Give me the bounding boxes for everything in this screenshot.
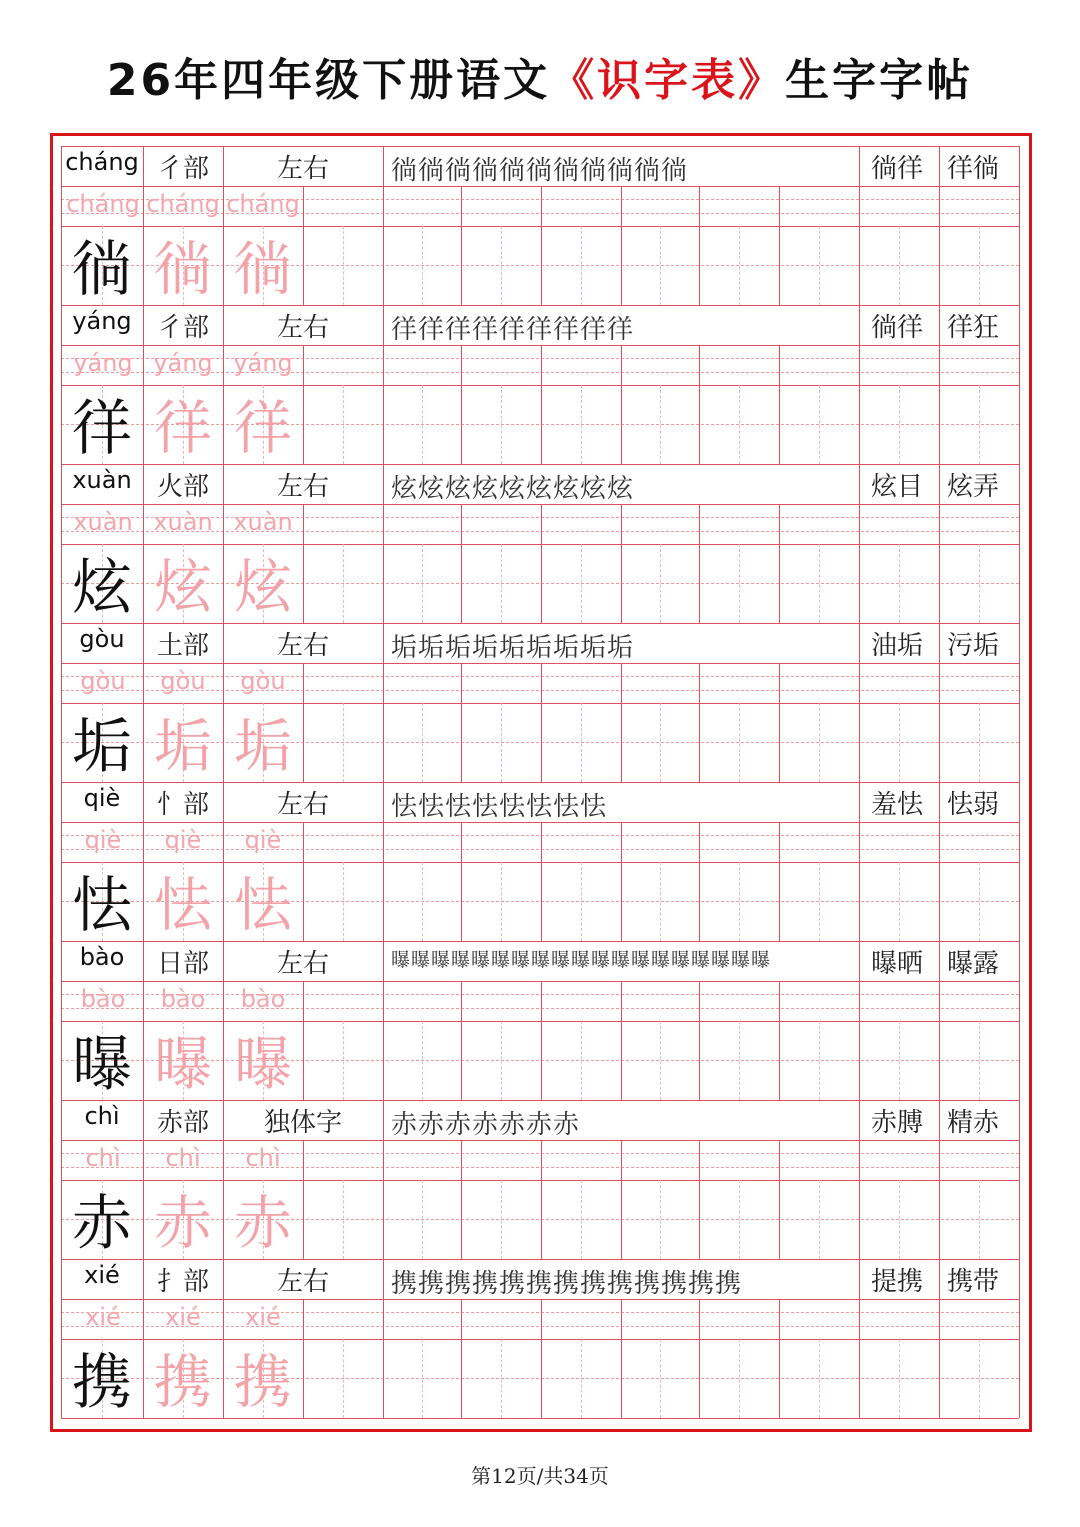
grid-line [541, 981, 542, 1100]
pinyin-trace: xié [245, 1303, 281, 1331]
character-row [61, 1259, 1019, 1418]
grid-line [899, 1339, 900, 1418]
grid-line [383, 1259, 384, 1418]
grid-line [699, 822, 700, 941]
grid-line [581, 862, 582, 941]
pinyin-trace: chì [85, 1144, 121, 1172]
grid-line [422, 385, 423, 464]
example-word: 污垢 [946, 631, 999, 661]
grid-line [899, 1021, 900, 1100]
grid-line [501, 703, 502, 782]
pinyin-label: xié [84, 1261, 120, 1289]
grid-line [779, 822, 780, 941]
character-row [61, 1100, 1019, 1259]
example-word: 徉狂 [946, 313, 999, 343]
grid-line [1019, 146, 1020, 305]
grid-line [61, 305, 1019, 306]
grid-line [1019, 1259, 1020, 1418]
grid-line [581, 1339, 582, 1418]
grid-line [979, 385, 980, 464]
grid-line [1019, 623, 1020, 782]
grid-line [61, 981, 1019, 982]
grid-line [699, 345, 700, 464]
structure-label: 独体字 [263, 1108, 342, 1138]
grid-line [581, 544, 582, 623]
grid-line [383, 305, 384, 464]
pinyin-trace: yáng [73, 349, 133, 377]
grid-line [1019, 782, 1020, 941]
radical-label: 扌部 [156, 1267, 209, 1297]
grid-line [303, 1299, 304, 1418]
example-word: 徜徉 [870, 313, 923, 343]
grid-line [899, 862, 900, 941]
example-word: 油垢 [870, 631, 923, 661]
grid-line [779, 504, 780, 623]
grid-line [303, 663, 304, 782]
model-character: 垢 [72, 712, 132, 782]
pinyin-trace: gòu [80, 667, 126, 695]
pinyin-trace: yáng [233, 349, 293, 377]
trace-character: 炫 [233, 553, 292, 621]
worksheet-grid [61, 146, 1019, 1420]
pinyin-label: chì [84, 1102, 120, 1130]
radical-label: 彳部 [156, 154, 209, 184]
grid-line [581, 385, 582, 464]
grid-line [739, 544, 740, 623]
grid-line [739, 1339, 740, 1418]
structure-label: 左右 [276, 472, 329, 502]
grid-line [1019, 305, 1020, 464]
grid-line [819, 862, 820, 941]
grid-line [660, 226, 661, 305]
grid-line [739, 703, 740, 782]
grid-line [303, 186, 304, 305]
grid-line [383, 623, 384, 782]
example-word: 怯弱 [946, 790, 999, 820]
trace-character: 曝 [233, 1030, 292, 1098]
grid-line [779, 981, 780, 1100]
grid-line [979, 862, 980, 941]
grid-line [501, 862, 502, 941]
example-word: 赤膊 [870, 1108, 923, 1138]
model-character: 炫 [72, 553, 132, 623]
grid-line [660, 862, 661, 941]
model-character: 徉 [72, 394, 132, 464]
pinyin-trace: xié [165, 1303, 201, 1331]
grid-line [899, 385, 900, 464]
grid-line [461, 663, 462, 782]
grid-line [739, 1180, 740, 1259]
example-word: 曝晒 [870, 949, 923, 979]
pinyin-trace: bào [80, 985, 126, 1013]
pinyin-trace: xuàn [73, 508, 133, 536]
grid-line [61, 623, 1019, 624]
grid-line [699, 1140, 700, 1259]
radical-label: 土部 [156, 631, 209, 661]
radical-label: 赤部 [156, 1108, 209, 1138]
radical-label: 忄部 [156, 790, 209, 820]
grid-line [501, 544, 502, 623]
grid-line [343, 1180, 344, 1259]
stroke-order: 怯怯怯怯怯怯怯怯 [391, 792, 608, 822]
grid-line [660, 1021, 661, 1100]
grid-line [501, 1021, 502, 1100]
pinyin-trace: cháng [146, 190, 220, 218]
grid-line [422, 703, 423, 782]
stroke-order: 炫炫炫炫炫炫炫炫炫 [391, 474, 635, 504]
grid-line [621, 345, 622, 464]
grid-line [660, 703, 661, 782]
grid-line [461, 345, 462, 464]
pinyin-trace: gòu [240, 667, 286, 695]
stroke-order: 携携携携携携携携携携携携携 [391, 1269, 743, 1299]
grid-line [819, 1180, 820, 1259]
grid-line [383, 1100, 384, 1259]
example-word: 羞怯 [870, 790, 923, 820]
grid-line [819, 544, 820, 623]
grid-line [819, 1021, 820, 1100]
grid-line [581, 703, 582, 782]
grid-line [61, 146, 1019, 147]
pinyin-label: cháng [65, 148, 139, 176]
example-word: 携带 [946, 1267, 999, 1297]
structure-label: 左右 [276, 790, 329, 820]
grid-line [61, 464, 1019, 465]
grid-line [899, 544, 900, 623]
radical-label: 火部 [156, 472, 209, 502]
pinyin-trace: gòu [160, 667, 206, 695]
trace-character: 怯 [153, 871, 212, 939]
trace-character: 徉 [153, 394, 212, 462]
grid-line [660, 1339, 661, 1418]
grid-line [541, 1140, 542, 1259]
character-row [61, 464, 1019, 623]
grid-line [501, 226, 502, 305]
grid-line [343, 544, 344, 623]
grid-line [343, 703, 344, 782]
character-row [61, 623, 1019, 782]
grid-line [819, 226, 820, 305]
example-word: 曝露 [946, 949, 999, 979]
grid-line [699, 663, 700, 782]
stroke-order: 赤赤赤赤赤赤赤 [391, 1110, 581, 1140]
grid-line [660, 544, 661, 623]
model-character: 怯 [72, 871, 132, 941]
grid-line [383, 941, 384, 1100]
grid-line [819, 1339, 820, 1418]
example-word: 精赤 [946, 1108, 999, 1138]
trace-character: 携 [233, 1348, 292, 1416]
grid-line [699, 981, 700, 1100]
grid-line [899, 226, 900, 305]
grid-line [979, 1339, 980, 1418]
grid-line [422, 544, 423, 623]
grid-line [541, 1299, 542, 1418]
grid-line [303, 822, 304, 941]
grid-line [541, 504, 542, 623]
character-row [61, 782, 1019, 941]
example-words [859, 307, 1019, 344]
pinyin-label: gòu [79, 625, 125, 653]
grid-line [541, 663, 542, 782]
grid-line [501, 385, 502, 464]
grid-line [303, 345, 304, 464]
pinyin-label: xuàn [72, 466, 132, 494]
page-title [0, 44, 1080, 108]
grid-line [461, 186, 462, 305]
structure-label: 左右 [276, 949, 329, 979]
example-word: 炫弄 [946, 472, 999, 502]
grid-line [779, 663, 780, 782]
radical-label: 日部 [156, 949, 209, 979]
grid-line [739, 226, 740, 305]
grid-line [621, 1299, 622, 1418]
grid-line [383, 464, 384, 623]
trace-character: 赤 [233, 1189, 292, 1257]
grid-line [779, 345, 780, 464]
pinyin-trace: yáng [153, 349, 213, 377]
grid-line [660, 1180, 661, 1259]
grid-line [61, 941, 1019, 942]
character-row [61, 941, 1019, 1100]
trace-character: 垢 [233, 712, 292, 780]
structure-label: 左右 [276, 1267, 329, 1297]
grid-line [422, 862, 423, 941]
grid-line [303, 1140, 304, 1259]
structure-label: 左右 [276, 313, 329, 343]
grid-line [581, 226, 582, 305]
model-character: 曝 [72, 1030, 132, 1100]
grid-line [343, 226, 344, 305]
grid-line [979, 1180, 980, 1259]
grid-line [979, 1021, 980, 1100]
page-number: 第12页/共34页 [471, 1464, 609, 1488]
grid-line [383, 146, 384, 305]
grid-line [819, 385, 820, 464]
grid-line [1019, 464, 1020, 623]
structure-label: 左右 [276, 154, 329, 184]
title-suffix: 生字字帖 [785, 55, 974, 106]
pinyin-trace: qiè [164, 826, 202, 854]
model-character: 携 [72, 1348, 132, 1418]
grid-line [581, 1180, 582, 1259]
grid-line [621, 504, 622, 623]
grid-line [621, 822, 622, 941]
pinyin-label: qiè [83, 784, 121, 812]
trace-character: 徜 [233, 235, 292, 303]
grid-line [699, 1299, 700, 1418]
pinyin-trace: bào [240, 985, 286, 1013]
stroke-order: 徉徉徉徉徉徉徉徉徉 [391, 315, 635, 345]
pinyin-label: yáng [72, 307, 132, 335]
grid-line [541, 822, 542, 941]
grid-line [660, 385, 661, 464]
example-words [859, 148, 1019, 185]
example-words [859, 1261, 1019, 1298]
model-character: 徜 [72, 235, 132, 305]
grid-line [461, 1299, 462, 1418]
grid-line [979, 544, 980, 623]
example-words [859, 466, 1019, 503]
grid-line [61, 1100, 1019, 1101]
grid-line [303, 504, 304, 623]
grid-line [61, 1259, 1019, 1260]
title-prefix: 26年四年级下册语文 [106, 55, 551, 106]
pinyin-trace: qiè [244, 826, 282, 854]
example-word: 徜徉 [870, 154, 923, 184]
grid-line [303, 981, 304, 1100]
stroke-order: 徜徜徜徜徜徜徜徜徜徜徜 [391, 156, 689, 186]
grid-line [581, 1021, 582, 1100]
trace-character: 怯 [233, 871, 292, 939]
pinyin-trace: qiè [84, 826, 122, 854]
trace-character: 炫 [153, 553, 212, 621]
grid-line [779, 1140, 780, 1259]
grid-line [621, 1140, 622, 1259]
grid-line [979, 226, 980, 305]
character-row [61, 305, 1019, 464]
grid-line [343, 385, 344, 464]
grid-line [422, 226, 423, 305]
grid-line [739, 862, 740, 941]
grid-line [422, 1339, 423, 1418]
trace-character: 赤 [153, 1189, 212, 1257]
grid-line [779, 1299, 780, 1418]
grid-line [621, 663, 622, 782]
grid-line [541, 345, 542, 464]
example-words [859, 784, 1019, 821]
pinyin-label: bào [79, 943, 125, 971]
grid-line [422, 1021, 423, 1100]
trace-character: 曝 [153, 1030, 212, 1098]
example-word: 徉徜 [946, 154, 999, 184]
grid-line [541, 186, 542, 305]
grid-line [343, 1339, 344, 1418]
grid-line [779, 186, 780, 305]
trace-character: 垢 [153, 712, 212, 780]
grid-line [699, 504, 700, 623]
stroke-order: 垢垢垢垢垢垢垢垢垢 [391, 633, 635, 663]
grid-line [501, 1339, 502, 1418]
example-words [859, 625, 1019, 662]
pinyin-trace: xié [85, 1303, 121, 1331]
trace-character: 徉 [233, 394, 292, 462]
example-words [859, 1102, 1019, 1139]
grid-line [899, 703, 900, 782]
structure-label: 左右 [276, 631, 329, 661]
grid-line [343, 1021, 344, 1100]
character-row [61, 146, 1019, 305]
grid-line [501, 1180, 502, 1259]
grid-line [699, 186, 700, 305]
example-words [859, 943, 1019, 980]
pinyin-trace: xuàn [153, 508, 213, 536]
grid-line [1019, 1100, 1020, 1259]
grid-line [461, 981, 462, 1100]
example-word: 提携 [870, 1267, 923, 1297]
grid-line [621, 186, 622, 305]
title-highlight: 《识字表》 [550, 55, 786, 106]
grid-line [1019, 941, 1020, 1100]
pinyin-trace: cháng [66, 190, 140, 218]
grid-line [621, 981, 622, 1100]
grid-line [461, 822, 462, 941]
trace-character: 徜 [153, 235, 212, 303]
model-character: 赤 [72, 1189, 132, 1259]
grid-line [739, 385, 740, 464]
grid-line [461, 504, 462, 623]
pinyin-trace: bào [160, 985, 206, 1013]
grid-line [343, 862, 344, 941]
grid-line [819, 703, 820, 782]
radical-label: 彳部 [156, 313, 209, 343]
grid-line [461, 1140, 462, 1259]
grid-line [739, 1021, 740, 1100]
trace-character: 携 [153, 1348, 212, 1416]
grid-line [383, 782, 384, 941]
grid-line [61, 782, 1019, 783]
example-word: 炫目 [870, 472, 923, 502]
grid-line [899, 1180, 900, 1259]
pinyin-trace: chì [165, 1144, 201, 1172]
pinyin-trace: cháng [226, 190, 300, 218]
grid-line [979, 703, 980, 782]
pinyin-trace: xuàn [233, 508, 293, 536]
pinyin-trace: chì [245, 1144, 281, 1172]
stroke-order: 曝曝曝曝曝曝曝曝曝曝曝曝曝曝曝曝曝曝曝 [391, 949, 772, 971]
grid-line [422, 1180, 423, 1259]
